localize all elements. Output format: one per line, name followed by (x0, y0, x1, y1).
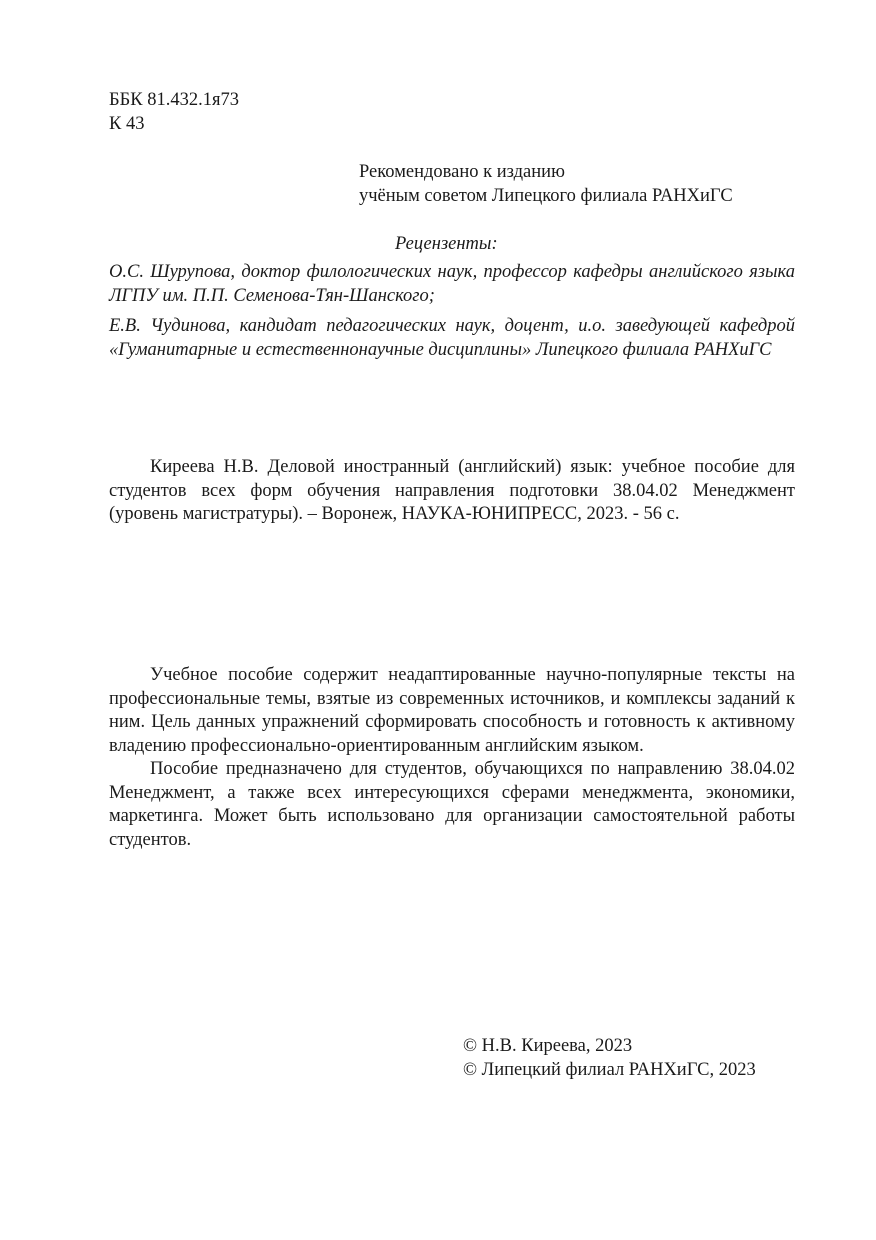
annotation-paragraph-1: Учебное пособие содержит неадаптированные научно-популярные тексты на профессиональные темы, взятые из современных источников, и комплексы заданий к ним. Цель данных упражнений сформировать способность и готовность к активному владению профессионально-ориентированным английским языком. (109, 665, 795, 756)
reviewer-2: Е.В. Чудинова, кандидат педагогических наук, доцент, и.о. заведующей кафедрой «Гуманитарные и естественнонаучные дисциплины» Липецкого филиала РАНХиГС (109, 316, 795, 360)
copyright-author: © Н.В. Киреева, 2023 (463, 1036, 633, 1056)
reviewers-heading: Рецензенты: (395, 234, 498, 254)
recommendation-line-2: учёным советом Липецкого филиала РАНХиГС (359, 186, 733, 206)
annotation (109, 664, 795, 852)
author-mark: К 43 (109, 114, 145, 134)
reviewer-1: О.С. Шурупова, доктор филологических наук, профессор кафедры английского языка ЛГПУ им. П.П. Семенова-Тян-Шанского; (109, 262, 795, 306)
bbk-code: ББК 81.432.1я73 (109, 90, 239, 110)
annotation-paragraph-2: Пособие предназначено для студентов, обучающихся по направлению 38.04.02 Менеджмент, а также всех интересующихся сферами менеджмента, экономики, маркетинга. Может быть использовано для организации самостоятельной работы студентов. (109, 759, 795, 850)
bibliographic-citation: Киреева Н.В. Деловой иностранный (английский) язык: учебное пособие для студентов всех форм обучения направления подготовки 38.04.02 Менеджмент (уровень магистратуры). – Воронеж, НАУКА-ЮНИПРЕСС, 2023. - 56 с. (109, 457, 795, 524)
copyright-publisher: © Липецкий филиал РАНХиГС, 2023 (463, 1060, 756, 1080)
recommendation-line-1: Рекомендовано к изданию (359, 162, 565, 182)
